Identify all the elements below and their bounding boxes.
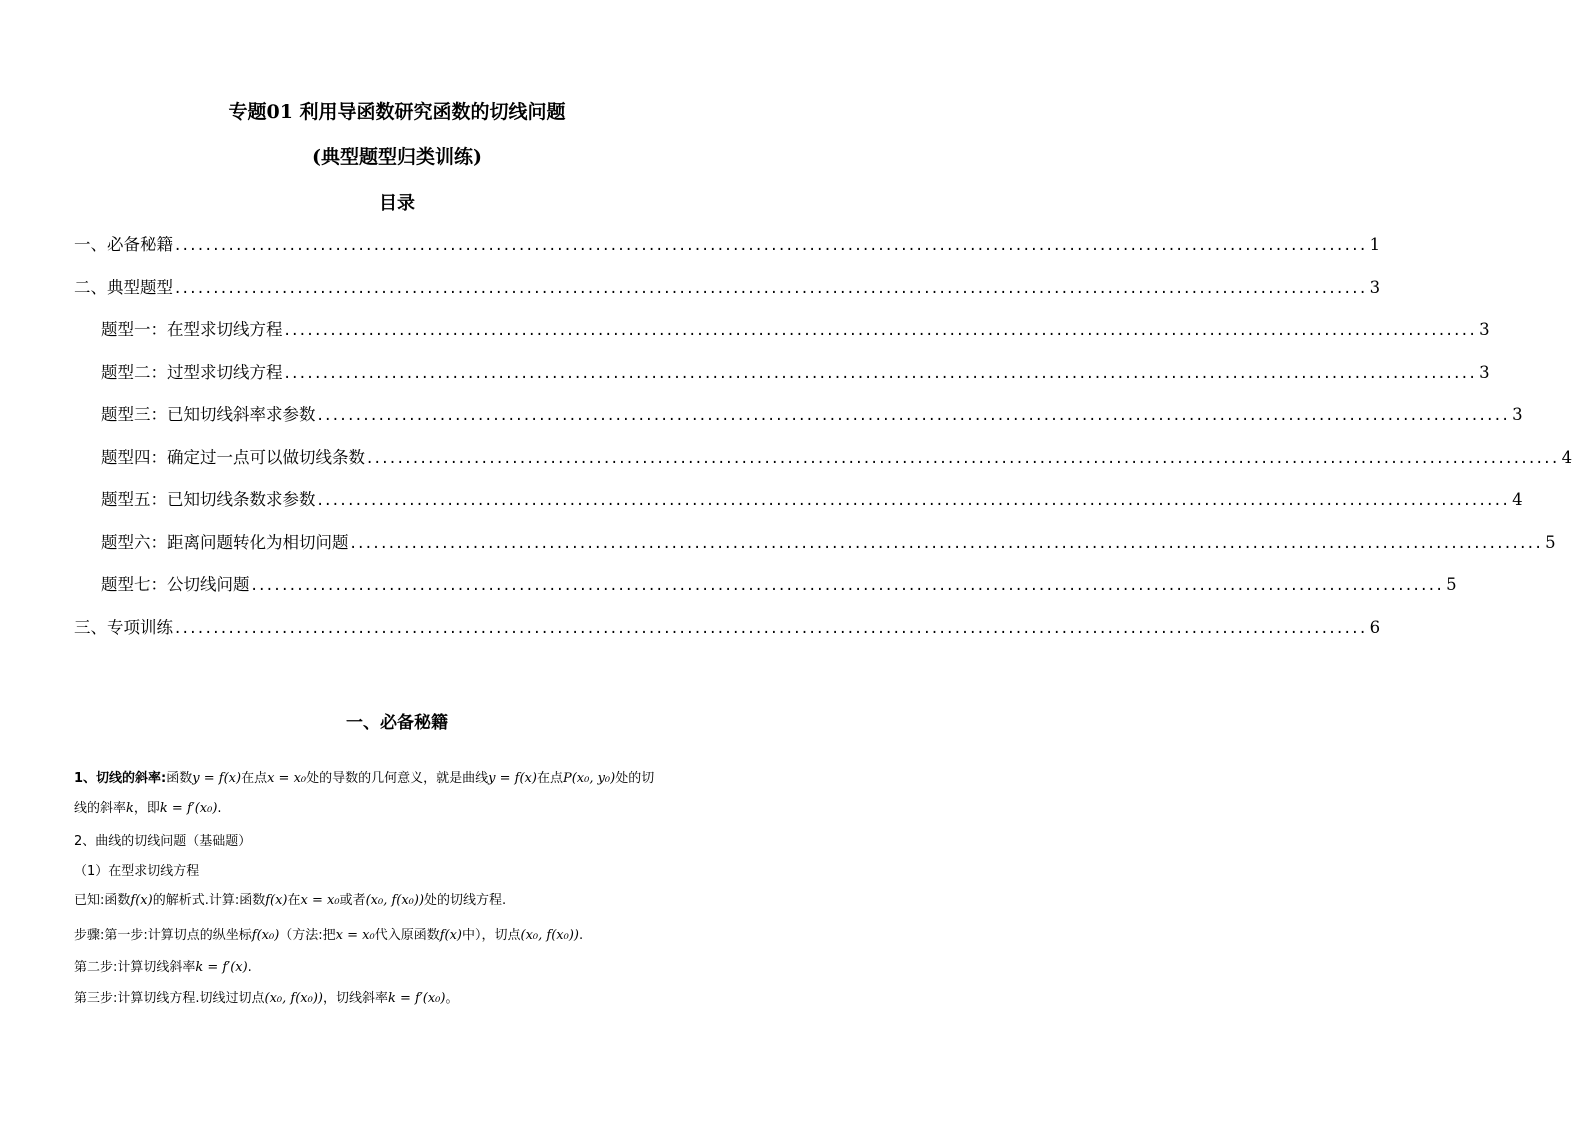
text-run: 或者 (339, 893, 366, 908)
math-run: k = f′(x₀) (387, 991, 446, 1006)
text-run: 在点 (536, 771, 563, 786)
toc-leader: ............................................................................................................................................................ (284, 363, 1478, 382)
toc-item-page: 3 (1479, 320, 1490, 339)
text-run: 处的导数的几何意义，就是曲线 (306, 771, 489, 786)
text-run: 的解析式.计算:函数 (152, 893, 266, 908)
toc-item-page: 4 (1561, 448, 1572, 467)
toc-item-page: 3 (1512, 405, 1523, 424)
text-run: 第三步:计算切线方程.切线过切点 (74, 991, 265, 1006)
math-run: (x₀, f(x₀)) (264, 991, 323, 1006)
math-run: (x₀, f(x₀)) (520, 928, 579, 943)
section-heading: 一、必备秘籍 (346, 713, 448, 733)
math-run: k (126, 801, 134, 816)
math-run: k = f′(x₀) (159, 801, 218, 816)
text-run: 函数 (166, 771, 193, 786)
paragraph-tangent-slope (74, 764, 724, 824)
toc-leader: ............................................................................................................................................................ (175, 618, 1368, 637)
toc-item-label: 题型一：在型求切线方程 (101, 320, 283, 339)
text-run: 线的斜率 (74, 801, 127, 816)
document-subtitle: (典型题型归类训练) (312, 146, 482, 168)
text-run: （方法:把 (279, 928, 336, 943)
math-run: y = f(x) (192, 771, 242, 786)
paragraph-lead: 1、切线的斜率: (74, 771, 167, 786)
toc-item-label: 题型三：已知切线斜率求参数 (101, 405, 316, 424)
toc-heading: 目录 (379, 193, 415, 214)
toc-item-label: 题型二：过型求切线方程 (101, 363, 283, 382)
toc-item-page: 5 (1446, 575, 1457, 594)
text-run: 中），切点 (462, 928, 521, 943)
toc-item[interactable] (74, 614, 1381, 638)
math-run: x = x₀ (267, 771, 307, 786)
toc-item-page: 5 (1545, 533, 1556, 552)
toc-item-label: 二、典型题型 (74, 278, 173, 297)
paragraph-step-one (74, 921, 724, 951)
document-title: 专题01 利用导函数研究函数的切线问题 (228, 101, 566, 123)
math-run: f(x) (265, 893, 288, 908)
math-run: x = x₀ (300, 893, 340, 908)
toc-leader: ............................................................................................................................................................ (284, 320, 1478, 339)
text-run: 。 (445, 991, 459, 1006)
toc-item-label: 一、必备秘籍 (74, 235, 173, 254)
toc-item-page: 1 (1369, 235, 1381, 254)
math-run: f(x) (130, 893, 153, 908)
toc-leader: ............................................................................................................................................................ (175, 278, 1368, 297)
text-run: ，即 (133, 801, 160, 816)
toc-item-label: 题型六：距离问题转化为相切问题 (101, 533, 349, 552)
paragraph-line (74, 794, 724, 824)
math-run: P(x₀, y₀) (562, 771, 616, 786)
toc-leader: ............................................................................................................................................................ (317, 405, 1511, 424)
paragraph-step-three (74, 984, 724, 1014)
math-run: y = f(x) (488, 771, 537, 786)
text-run: 在点 (241, 771, 268, 786)
math-run: (x₀, f(x₀)) (365, 893, 425, 908)
toc-item-page: 3 (1479, 363, 1490, 382)
toc-leader: ............................................................................................................................................................ (367, 448, 1560, 467)
toc-leader: ............................................................................................................................................................ (251, 575, 1445, 594)
subheading-at-point: （1）在型求切线方程 (74, 864, 200, 879)
paragraph-given (74, 886, 724, 916)
toc-item-label: 题型五：已知切线条数求参数 (101, 490, 316, 509)
toc-item-label: 题型四：确定过一点可以做切线条数 (101, 448, 365, 467)
text-run: 步骤:第一步:计算切点的纵坐标 (74, 928, 252, 943)
toc-leader: ............................................................................................................................................................ (175, 235, 1368, 254)
toc-item-label: 三、专项训练 (74, 618, 173, 637)
math-run: k = f′(x) (195, 960, 248, 975)
toc-item-label: 题型七：公切线问题 (101, 575, 250, 594)
toc-item[interactable] (101, 529, 1556, 553)
toc-item-page: 3 (1369, 278, 1381, 297)
math-run: f(x₀) (251, 928, 280, 943)
paragraph-step-two (74, 953, 724, 983)
math-run: f(x) (439, 928, 463, 943)
text-run: . (247, 960, 252, 975)
text-run: 代入原函数 (374, 928, 440, 943)
subheading-tangent-problem: 2、曲线的切线问题（基础题） (74, 834, 252, 849)
toc-item[interactable] (74, 231, 1381, 255)
toc-item[interactable] (74, 274, 1381, 298)
toc-item[interactable] (101, 571, 1457, 595)
toc-item[interactable] (101, 316, 1490, 340)
text-run: 在 (287, 893, 301, 908)
text-run: 处的切线方程. (424, 893, 507, 908)
toc-item[interactable] (101, 444, 1572, 468)
toc-leader: ............................................................................................................................................................ (350, 533, 1544, 552)
toc-item[interactable] (101, 401, 1523, 425)
toc-leader: ............................................................................................................................................................ (317, 490, 1511, 509)
text-run: . (217, 801, 222, 816)
text-run: . (578, 928, 584, 943)
text-run: 已知:函数 (74, 893, 131, 908)
toc-item-page: 6 (1369, 618, 1381, 637)
toc-item[interactable] (101, 486, 1523, 510)
text-run: ，切线斜率 (322, 991, 388, 1006)
math-run: x = x₀ (335, 928, 375, 943)
text-run: 处的切 (615, 771, 655, 786)
toc-item-page: 4 (1512, 490, 1523, 509)
toc-item[interactable] (101, 359, 1490, 383)
text-run: 第二步:计算切线斜率 (74, 960, 196, 975)
